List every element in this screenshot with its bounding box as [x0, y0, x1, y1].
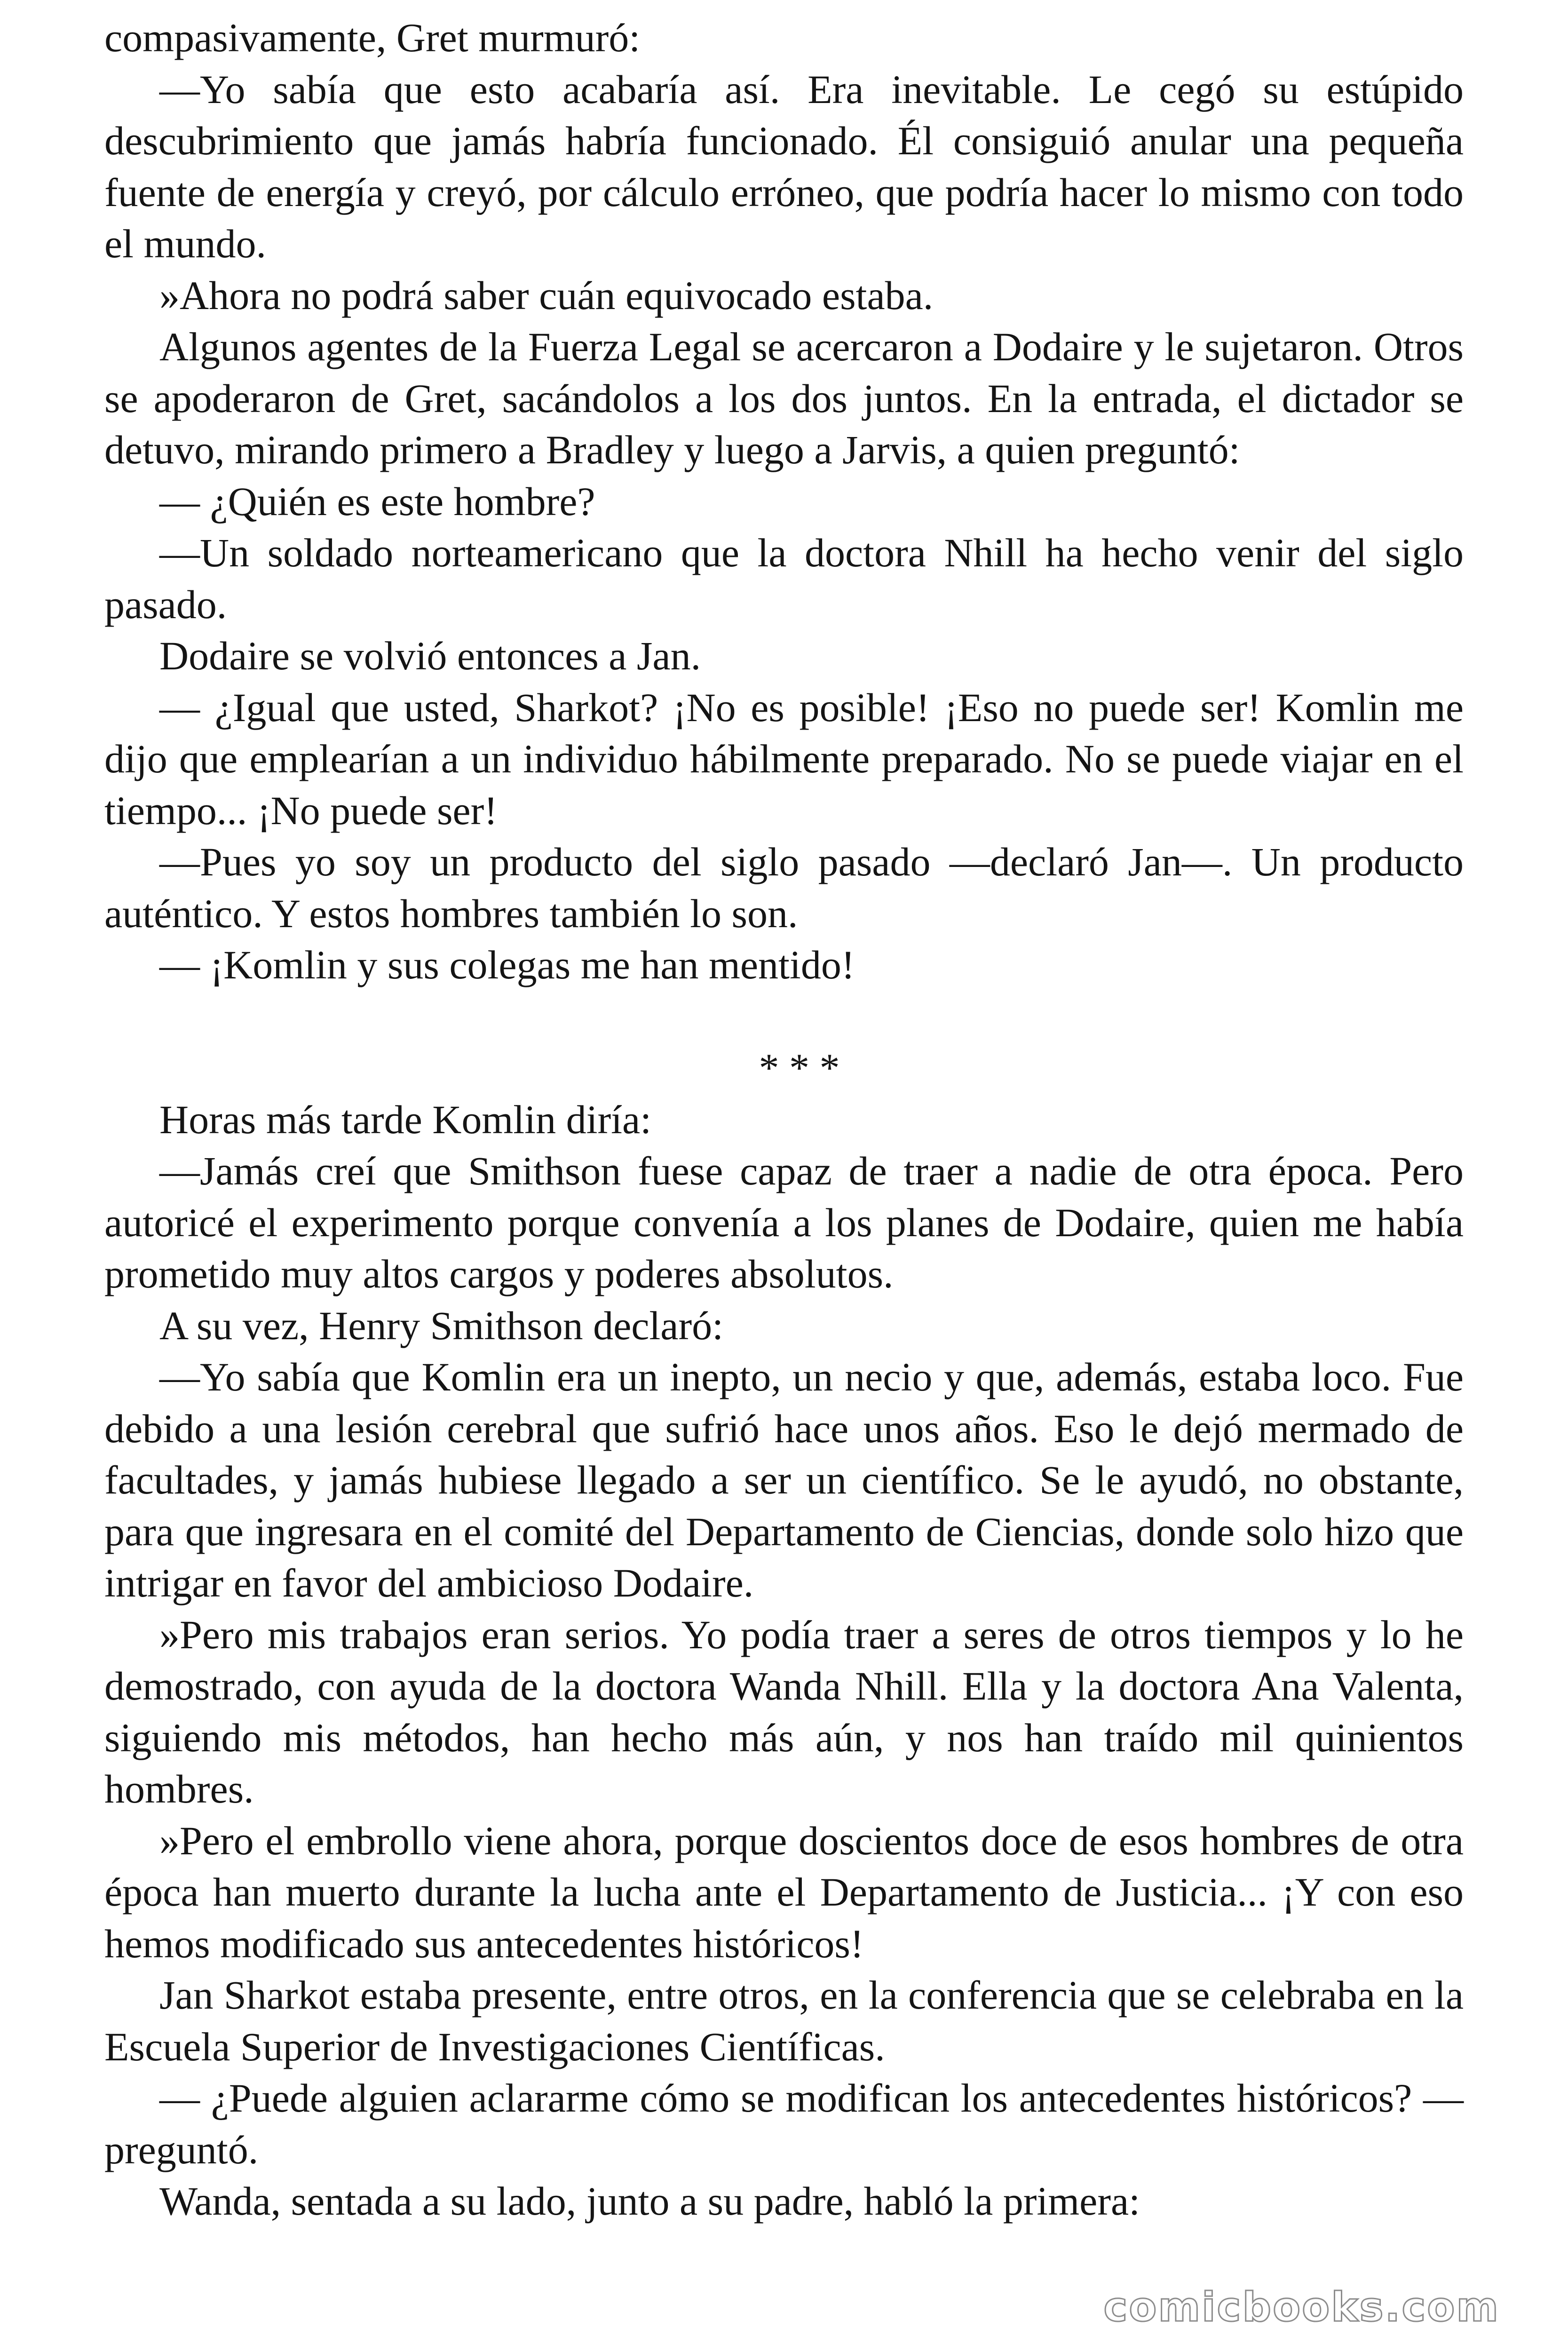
paragraph: — ¿Igual que usted, Sharkot? ¡No es posible! ¡Eso no puede ser! Komlin me dijo que emplearían a un individuo hábilmente preparado. No se puede viajar en el tiempo... ¡No puede ser! [104, 684, 1464, 833]
paragraph: — ¿Quién es este hombre? [159, 478, 595, 524]
paragraph: Algunos agentes de la Fuerza Legal se acercaron a Dodaire y le sujetaron. Otros se apoderaron de Gret, sacándolos a los dos juntos. En la entrada, el dictador se detuvo, mirando primero a Bradley y luego a Jarvis, a quien preguntó: [104, 324, 1464, 472]
paragraph: —Pues yo soy un producto del siglo pasado —declaró Jan—. Un producto auténtico. Y estos hombres también lo son. [104, 839, 1464, 936]
paragraph: — ¡Komlin y sus colegas me han mentido! [159, 942, 855, 987]
paragraph: »Pero mis trabajos eran serios. Yo podía traer a seres de otros tiempos y lo he demostrado, con ayuda de la doctora Wanda Nhill. Ella y la doctora Ana Valenta, siguiendo mis métodos, han hecho más aún, y nos han traído mil quinientos hombres. [104, 1612, 1464, 1812]
paragraph: Dodaire se volvió entonces a Jan. [159, 633, 701, 678]
paragraph: —Yo sabía que Komlin era un inepto, un necio y que, además, estaba loco. Fue debido a una lesión cerebral que sufrió hace unos años. Eso le dejó mermado de facultades, y jamás hubiese llegado a ser un científico. Se le ayudó, no obstante, para que ingresara en el comité del Departamento de Ciencias, donde solo hizo que intrigar en favor del ambicioso Dodaire. [104, 1354, 1464, 1605]
paragraph: »Pero el embrollo viene ahora, porque doscientos doce de esos hombres de otra época han muerto durante la lucha ante el Departamento de Justicia... ¡Y con eso hemos modificado sus antecedentes históricos! [104, 1818, 1464, 1966]
watermark: comicbooks.com [1103, 2284, 1500, 2331]
paragraph: Horas más tarde Komlin diría: [159, 1097, 652, 1142]
paragraph: — ¿Puede alguien aclararme cómo se modifican los antecedentes históricos? —preguntó. [104, 2075, 1464, 2172]
paragraph: Jan Sharkot estaba presente, entre otros, en la conferencia que se celebraba en la Escuela Superior de Investigaciones Científicas. [104, 1972, 1464, 2069]
paragraph: Wanda, sentada a su lado, junto a su padre, habló la primera: [159, 2178, 1140, 2224]
paragraph: —Yo sabía que esto acabaría así. Era inevitable. Le cegó su estúpido descubrimiento que jamás habría funcionado. Él consiguió anular una pequeña fuente de energía y creyó, por cálculo erróneo, que podría hacer lo mismo con todo el mundo. [104, 66, 1464, 266]
paragraph: —Jamás creí que Smithson fuese capaz de traer a nadie de otra época. Pero autoricé el experimento porque convenía a los planes de Dodaire, quien me había prometido muy altos cargos y poderes absolutos. [104, 1148, 1464, 1296]
section-separator: * * * [759, 1045, 840, 1090]
paragraph: —Un soldado norteamericano que la doctora Nhill ha hecho venir del siglo pasado. [104, 530, 1464, 627]
book-page [104, 12, 1464, 2227]
paragraph: »Ahora no podrá saber cuán equivocado estaba. [159, 272, 934, 318]
paragraph: compasivamente, Gret murmuró: [104, 15, 641, 60]
paragraph: A su vez, Henry Smithson declaró: [159, 1303, 724, 1348]
